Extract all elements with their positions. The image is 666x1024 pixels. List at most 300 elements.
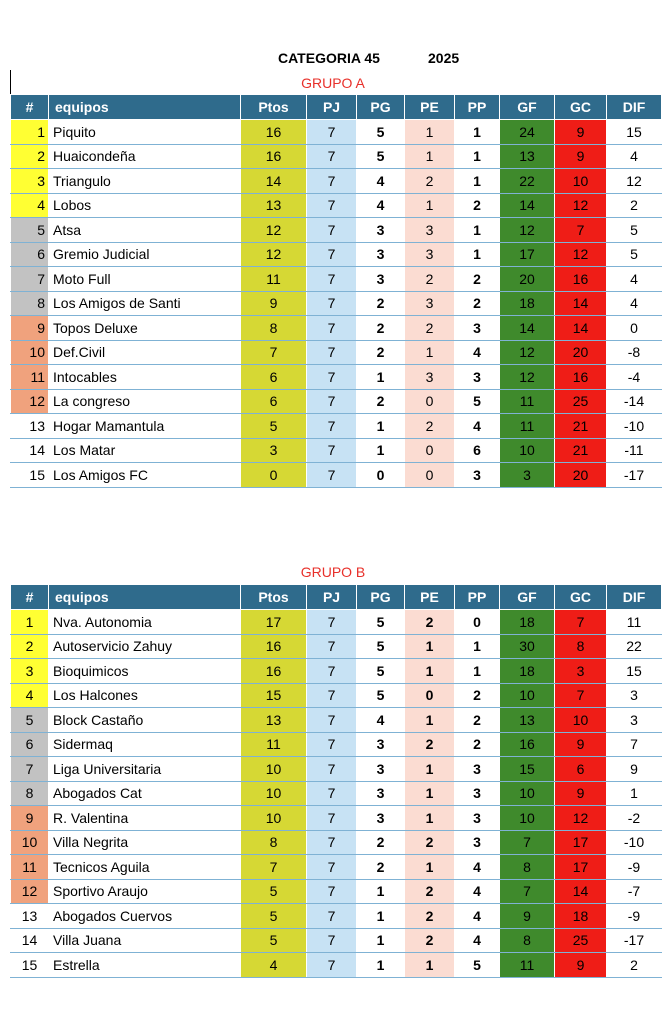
points-cell: 16 [241,144,307,169]
points-cell: 7 [241,340,307,365]
goals-against-cell: 21 [555,438,607,463]
table-row [11,463,662,488]
col-header-team: equipos [49,95,241,120]
col-header-gf: GF [500,95,555,120]
table-row [11,340,662,365]
goals-against-cell: 17 [555,855,607,880]
table-row [11,144,662,169]
team-name: Nva. Autonomia [49,610,241,635]
points-cell: 4 [241,953,307,978]
table-row [11,438,662,463]
pos-cell: 15 [11,953,49,978]
team-name: Tecnicos Aguila [49,855,241,880]
goals-against-cell: 14 [555,879,607,904]
lost-cell: 3 [455,316,500,341]
goal-diff-cell: 12 [607,169,662,194]
goals-for-cell: 8 [500,928,555,953]
drawn-cell: 2 [405,904,455,929]
played-cell: 7 [307,120,357,145]
points-cell: 12 [241,218,307,243]
played-cell: 7 [307,879,357,904]
goal-diff-cell: 2 [607,193,662,218]
won-cell: 2 [357,389,405,414]
played-cell: 7 [307,708,357,733]
points-cell: 9 [241,291,307,316]
goals-against-cell: 18 [555,904,607,929]
goal-diff-cell: -10 [607,830,662,855]
goal-diff-cell: 3 [607,683,662,708]
pos-cell: 9 [11,316,49,341]
points-cell: 16 [241,120,307,145]
col-header-pg: PG [357,95,405,120]
played-cell: 7 [307,463,357,488]
drawn-cell: 1 [405,193,455,218]
table-row [11,242,662,267]
table-header-row [11,95,662,120]
pos-cell: 5 [11,708,49,733]
goal-diff-cell: -17 [607,463,662,488]
played-cell: 7 [307,242,357,267]
team-name: Estrella [49,953,241,978]
played-cell: 7 [307,855,357,880]
team-name: Abogados Cat [49,781,241,806]
pos-cell: 9 [11,806,49,831]
pos-cell: 13 [11,904,49,929]
drawn-cell: 2 [405,316,455,341]
goals-against-cell: 7 [555,683,607,708]
played-cell: 7 [307,414,357,439]
won-cell: 3 [357,218,405,243]
pos-cell: 3 [11,169,49,194]
won-cell: 1 [357,904,405,929]
pos-cell: 6 [11,732,49,757]
lost-cell: 6 [455,438,500,463]
goal-diff-cell: 11 [607,610,662,635]
drawn-cell: 3 [405,291,455,316]
points-cell: 0 [241,463,307,488]
col-header-pj: PJ [307,95,357,120]
table-row [11,659,662,684]
drawn-cell: 0 [405,438,455,463]
lost-cell: 3 [455,781,500,806]
lost-cell: 4 [455,904,500,929]
table-row [11,757,662,782]
won-cell: 2 [357,830,405,855]
drawn-cell: 2 [405,610,455,635]
table-row [11,928,662,953]
lost-cell: 3 [455,806,500,831]
lost-cell: 2 [455,732,500,757]
points-cell: 10 [241,757,307,782]
goals-against-cell: 12 [555,193,607,218]
goal-diff-cell: -8 [607,340,662,365]
team-name: Intocables [49,365,241,390]
lost-cell: 0 [455,610,500,635]
pos-cell: 3 [11,659,49,684]
lost-cell: 1 [455,169,500,194]
pos-cell: 12 [11,879,49,904]
drawn-cell: 1 [405,120,455,145]
lost-cell: 3 [455,757,500,782]
col-header-pp: PP [455,95,500,120]
played-cell: 7 [307,389,357,414]
goal-diff-cell: 4 [607,291,662,316]
team-name: Los Amigos de Santi [49,291,241,316]
drawn-cell: 1 [405,806,455,831]
pos-cell: 8 [11,291,49,316]
goal-diff-cell: 5 [607,242,662,267]
goals-for-cell: 11 [500,389,555,414]
col-header-gc: GC [555,585,607,610]
table-row [11,781,662,806]
goals-for-cell: 10 [500,806,555,831]
won-cell: 1 [357,365,405,390]
drawn-cell: 1 [405,659,455,684]
pos-cell: 12 [11,389,49,414]
won-cell: 1 [357,928,405,953]
points-cell: 10 [241,806,307,831]
pos-cell: 14 [11,928,49,953]
team-name: Autoservicio Zahuy [49,634,241,659]
goals-against-cell: 12 [555,806,607,831]
drawn-cell: 1 [405,340,455,365]
goals-for-cell: 18 [500,659,555,684]
pos-cell: 10 [11,830,49,855]
goal-diff-cell: 1 [607,781,662,806]
points-cell: 11 [241,267,307,292]
drawn-cell: 0 [405,683,455,708]
lost-cell: 3 [455,463,500,488]
played-cell: 7 [307,340,357,365]
played-cell: 7 [307,438,357,463]
points-cell: 5 [241,928,307,953]
goals-for-cell: 20 [500,267,555,292]
goal-diff-cell: -9 [607,855,662,880]
goal-diff-cell: -9 [607,904,662,929]
goals-for-cell: 12 [500,340,555,365]
goals-against-cell: 17 [555,830,607,855]
lost-cell: 2 [455,683,500,708]
table-row [11,855,662,880]
points-cell: 16 [241,659,307,684]
table-row [11,267,662,292]
pos-cell: 7 [11,757,49,782]
points-cell: 13 [241,193,307,218]
group-b-title: GRUPO B [300,564,366,580]
pos-cell: 1 [11,120,49,145]
lost-cell: 1 [455,634,500,659]
drawn-cell: 2 [405,414,455,439]
pos-cell: 2 [11,144,49,169]
table-header-row [11,585,662,610]
goal-diff-cell: 3 [607,708,662,733]
played-cell: 7 [307,928,357,953]
team-name: Los Amigos FC [49,463,241,488]
team-name: Topos Deluxe [49,316,241,341]
drawn-cell: 1 [405,855,455,880]
team-name: Atsa [49,218,241,243]
played-cell: 7 [307,806,357,831]
goals-for-cell: 11 [500,414,555,439]
goals-for-cell: 12 [500,365,555,390]
season-year: 2025 [428,50,460,66]
team-name: Villa Juana [49,928,241,953]
table-row [11,904,662,929]
won-cell: 1 [357,414,405,439]
goals-for-cell: 13 [500,144,555,169]
won-cell: 5 [357,634,405,659]
goals-against-cell: 25 [555,389,607,414]
played-cell: 7 [307,683,357,708]
table-row [11,953,662,978]
table-row [11,732,662,757]
goals-for-cell: 11 [500,953,555,978]
col-header-pj: PJ [307,585,357,610]
won-cell: 4 [357,193,405,218]
col-header-pp: PP [455,585,500,610]
pos-cell: 4 [11,683,49,708]
goals-against-cell: 9 [555,732,607,757]
table-row [11,708,662,733]
played-cell: 7 [307,732,357,757]
goals-for-cell: 30 [500,634,555,659]
table-row [11,120,662,145]
goals-for-cell: 7 [500,879,555,904]
col-header-dif: DIF [607,95,662,120]
team-name: Lobos [49,193,241,218]
played-cell: 7 [307,953,357,978]
col-header-pts: Ptos [241,95,307,120]
group-a-title: GRUPO A [301,75,365,91]
goals-for-cell: 24 [500,120,555,145]
played-cell: 7 [307,316,357,341]
lost-cell: 3 [455,365,500,390]
points-cell: 5 [241,879,307,904]
team-name: Liga Universitaria [49,757,241,782]
team-name: Gremio Judicial [49,242,241,267]
goal-diff-cell: 4 [607,267,662,292]
drawn-cell: 3 [405,218,455,243]
table-row [11,879,662,904]
played-cell: 7 [307,634,357,659]
pos-cell: 15 [11,463,49,488]
lost-cell: 4 [455,879,500,904]
lost-cell: 4 [455,340,500,365]
played-cell: 7 [307,169,357,194]
goal-diff-cell: 5 [607,218,662,243]
goals-against-cell: 9 [555,144,607,169]
goals-for-cell: 18 [500,610,555,635]
table-row [11,610,662,635]
lost-cell: 1 [455,218,500,243]
won-cell: 3 [357,732,405,757]
goals-against-cell: 3 [555,659,607,684]
drawn-cell: 2 [405,169,455,194]
pos-cell: 2 [11,634,49,659]
points-cell: 3 [241,438,307,463]
goal-diff-cell: 15 [607,659,662,684]
goal-diff-cell: -17 [607,928,662,953]
goal-diff-cell: 2 [607,953,662,978]
team-name: Moto Full [49,267,241,292]
goals-against-cell: 12 [555,242,607,267]
goals-against-cell: 20 [555,463,607,488]
goals-against-cell: 7 [555,610,607,635]
goals-for-cell: 10 [500,781,555,806]
played-cell: 7 [307,144,357,169]
group-a-standings-table [10,94,662,488]
table-row [11,193,662,218]
goals-for-cell: 9 [500,904,555,929]
pos-cell: 4 [11,193,49,218]
table-row [11,806,662,831]
won-cell: 5 [357,120,405,145]
table-row [11,218,662,243]
won-cell: 4 [357,169,405,194]
table-row [11,291,662,316]
col-header-gc: GC [555,95,607,120]
team-name: Piquito [49,120,241,145]
won-cell: 3 [357,781,405,806]
goals-against-cell: 7 [555,218,607,243]
table-row [11,414,662,439]
points-cell: 6 [241,365,307,390]
lost-cell: 1 [455,659,500,684]
goal-diff-cell: -7 [607,879,662,904]
goals-against-cell: 25 [555,928,607,953]
table-row [11,634,662,659]
points-cell: 8 [241,830,307,855]
team-name: La congreso [49,389,241,414]
pos-cell: 11 [11,365,49,390]
goal-diff-cell: 7 [607,732,662,757]
col-header-pe: PE [405,585,455,610]
won-cell: 2 [357,291,405,316]
goals-for-cell: 18 [500,291,555,316]
team-name: Hogar Mamantula [49,414,241,439]
lost-cell: 1 [455,144,500,169]
played-cell: 7 [307,218,357,243]
goals-for-cell: 3 [500,463,555,488]
points-cell: 14 [241,169,307,194]
team-name: Abogados Cuervos [49,904,241,929]
col-header-pos: # [11,585,49,610]
lost-cell: 1 [455,120,500,145]
played-cell: 7 [307,659,357,684]
drawn-cell: 2 [405,830,455,855]
goals-against-cell: 8 [555,634,607,659]
goals-for-cell: 22 [500,169,555,194]
played-cell: 7 [307,193,357,218]
won-cell: 0 [357,463,405,488]
team-name: Triangulo [49,169,241,194]
goal-diff-cell: 15 [607,120,662,145]
points-cell: 16 [241,634,307,659]
goals-for-cell: 7 [500,830,555,855]
won-cell: 2 [357,340,405,365]
won-cell: 3 [357,267,405,292]
goals-for-cell: 12 [500,218,555,243]
won-cell: 3 [357,806,405,831]
won-cell: 3 [357,242,405,267]
goals-for-cell: 14 [500,316,555,341]
col-header-pe: PE [405,95,455,120]
won-cell: 5 [357,610,405,635]
goals-against-cell: 10 [555,708,607,733]
table-row [11,683,662,708]
table-row [11,316,662,341]
points-cell: 8 [241,316,307,341]
points-cell: 15 [241,683,307,708]
table-row [11,169,662,194]
team-name: Def.Civil [49,340,241,365]
category-title: CATEGORIA 45 [278,50,380,66]
won-cell: 2 [357,855,405,880]
goals-for-cell: 10 [500,438,555,463]
table-row [11,365,662,390]
goals-against-cell: 9 [555,781,607,806]
won-cell: 5 [357,659,405,684]
won-cell: 4 [357,708,405,733]
goal-diff-cell: -2 [607,806,662,831]
lost-cell: 2 [455,708,500,733]
drawn-cell: 1 [405,781,455,806]
pos-cell: 11 [11,855,49,880]
pos-cell: 13 [11,414,49,439]
col-header-pos: # [11,95,49,120]
col-header-gf: GF [500,585,555,610]
goals-for-cell: 15 [500,757,555,782]
goal-diff-cell: -10 [607,414,662,439]
lost-cell: 2 [455,193,500,218]
points-cell: 5 [241,904,307,929]
team-name: Villa Negrita [49,830,241,855]
pos-cell: 5 [11,218,49,243]
won-cell: 3 [357,757,405,782]
page-header [0,48,666,68]
lost-cell: 4 [455,414,500,439]
won-cell: 2 [357,316,405,341]
team-name: Block Castaño [49,708,241,733]
goals-against-cell: 20 [555,340,607,365]
won-cell: 1 [357,953,405,978]
drawn-cell: 1 [405,634,455,659]
lost-cell: 3 [455,830,500,855]
lost-cell: 4 [455,928,500,953]
played-cell: 7 [307,904,357,929]
drawn-cell: 0 [405,463,455,488]
played-cell: 7 [307,291,357,316]
pos-cell: 14 [11,438,49,463]
drawn-cell: 2 [405,928,455,953]
team-name: Bioquimicos [49,659,241,684]
points-cell: 13 [241,708,307,733]
played-cell: 7 [307,267,357,292]
goals-against-cell: 14 [555,291,607,316]
goals-for-cell: 10 [500,683,555,708]
lost-cell: 5 [455,389,500,414]
pos-cell: 8 [11,781,49,806]
team-name: Sportivo Araujo [49,879,241,904]
drawn-cell: 1 [405,708,455,733]
goal-diff-cell: 4 [607,144,662,169]
points-cell: 6 [241,389,307,414]
lost-cell: 1 [455,242,500,267]
col-header-pts: Ptos [241,585,307,610]
goal-diff-cell: -11 [607,438,662,463]
goal-diff-cell: -4 [607,365,662,390]
goals-against-cell: 14 [555,316,607,341]
